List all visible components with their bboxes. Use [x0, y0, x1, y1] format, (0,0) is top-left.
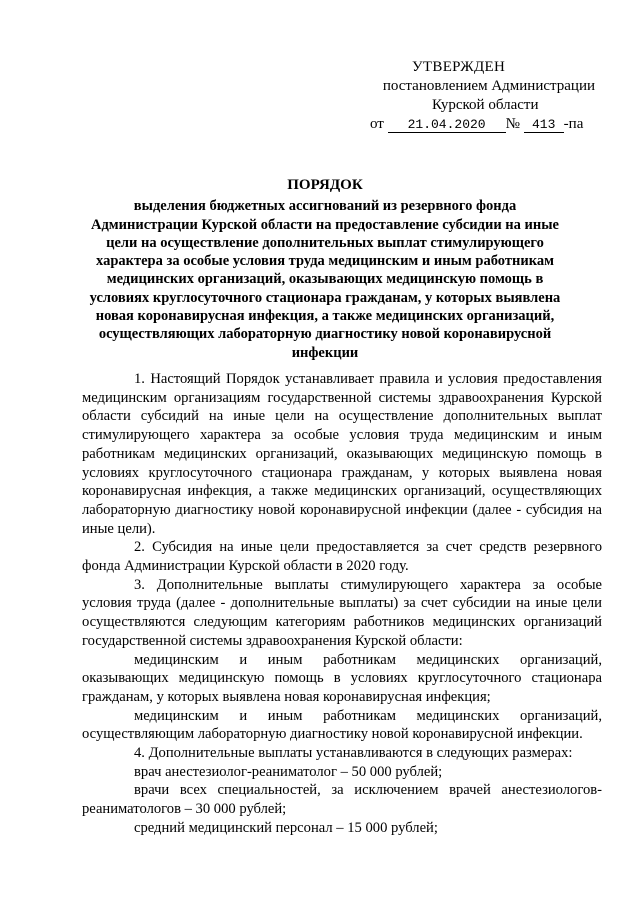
paragraph-3: 3. Дополнительные выплаты стимулирующего характера за особые условия труда (далее - дополнительные выплаты) за счет субсидии на иные цели осуществляются следующим категориям работников медицинских организаций государственной системы здравоохранения Курской области:	[82, 576, 602, 649]
payment-item-1: врач анестезиолог-реаниматолог – 50 000 рублей;	[134, 763, 443, 780]
paragraph-4: 4. Дополнительные выплаты устанавливаются в следующих размерах:	[134, 745, 573, 762]
payment-item-2: врачи всех специальностей, за исключением врачей анестезиологов-реаниматологов – 30 000 рублей;	[82, 782, 602, 818]
approval-stamp	[372, 58, 608, 134]
payment-item-3: средний медицинский персонал – 15 000 рублей;	[134, 819, 438, 836]
approval-date-number-line	[370, 115, 608, 134]
paragraph-1: 1. Настоящий Порядок устанавливает правила и условия предоставления медицинским организациям государственной системы здравоохранения Курской области субсидий на иные цели на осуществление дополнительных выплат стимулирующего характера за особые условия труда медицинским и иным работникам медицинских организаций, оказывающих медицинскую помощь в условиях круглосуточного стационара гражданам, у которых выявлена новая коронавирусная инфекция, а также медицинских организаций, осуществляющих лабораторную диагностику новой коронавирусной инфекции (далее - субсидия на иные цели).	[82, 371, 602, 537]
number-suffix: -па	[563, 116, 584, 132]
document-title	[80, 176, 570, 362]
document-body	[82, 370, 602, 838]
approval-heading: УТВЕРЖДЕН	[412, 59, 506, 75]
title-heading: ПОРЯДОК	[287, 177, 363, 193]
date-prefix: от	[370, 116, 384, 132]
approval-line-2: Курской области	[432, 97, 539, 113]
approval-date: 21.04.2020	[388, 118, 506, 133]
approval-line-1: постановлением Администрации	[382, 78, 595, 94]
category-item-2: медицинским и иным работникам медицинских организаций, осуществляющим лабораторную диагностику новой коронавирусной инфекции.	[82, 707, 602, 743]
title-subtitle: выделения бюджетных ассигнований из резервного фонда Администрации Курской области на предоставление субсидии на иные цели на осуществление дополнительных выплат стимулирующего характера за особые условия труда медицинским и иным работникам медицинских организаций, оказывающих медицинскую помощь в условиях круглосуточного стационара гражданам, у которых выявлена новая коронавирусная инфекция, а также медицинских организаций, осуществляющих лабораторную диагностику новой коронавирусной инфекции	[89, 198, 561, 361]
approval-number: 413	[524, 118, 564, 133]
category-item-1: медицинским и иным работникам медицинских организаций, оказывающих медицинскую помощь в условиях круглосуточного стационара гражданам, у которых выявлена новая коронавирусная инфекция;	[82, 651, 602, 705]
number-prefix: №	[505, 116, 520, 132]
paragraph-2: 2. Субсидия на иные цели предоставляется за счет средств резервного фонда Администрации Курской области в 2020 году.	[82, 539, 602, 575]
